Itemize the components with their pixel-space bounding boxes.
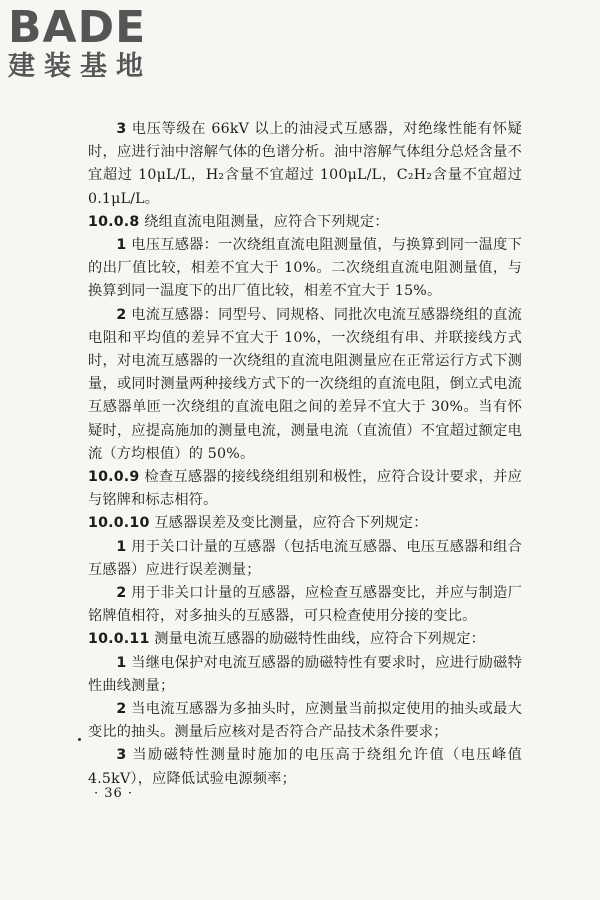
item-number: 1: [116, 237, 127, 254]
clause-text: 互感器误差及变比测量，应符合下列规定：: [149, 515, 428, 532]
clause-10-0-8: [88, 211, 522, 234]
clause-number: 10.0.11: [88, 631, 150, 648]
item-number: 2: [116, 585, 127, 602]
item-number: 3: [116, 747, 127, 764]
item-1-gateway-metering: [88, 536, 522, 582]
clause-text: 绕组直流电阻测量，应符合下列规定：: [139, 213, 389, 230]
clause-number: 10.0.8: [88, 213, 140, 230]
clause-10-0-10: [88, 512, 522, 535]
item-number: 1: [116, 538, 127, 555]
clause-number: 10.0.10: [88, 515, 150, 532]
logo-brand: BADE: [8, 2, 147, 53]
item-text: 当励磁特性测量时施加的电压高于绕组允许值（电压峰值 4.5kV），应降低试验电源频率；: [88, 747, 522, 787]
item-number: 1: [116, 654, 127, 671]
item-text: 用于非关口计量的互感器，应检查互感器变比，并应与制造厂铭牌值相符，对多抽头的互感器，可只检查使用分接的变比。: [88, 585, 522, 625]
page-number: · 36 ·: [94, 786, 134, 801]
clause-text: 测量电流互感器的励磁特性曲线，应符合下列规定：: [149, 631, 486, 648]
clause-text: 检查互感器的接线绕组组别和极性，应符合设计要求，并应与铭牌和标志相符。: [88, 469, 522, 509]
clause-10-0-11: [88, 628, 522, 651]
item-text: 电压互感器：一次绕组直流电阻测量值，与换算到同一温度下的出厂值比较，相差不宜大于 10%。二次绕组直流电阻测量值，与换算到同一温度下的出厂值比较，相差不宜大于 15%。: [88, 237, 522, 300]
item-number: 2: [116, 306, 127, 323]
logo: [8, 2, 178, 88]
margin-dot: [78, 738, 81, 741]
logo-subtitle: 建装基地: [8, 51, 152, 82]
item-1-relay-protection: [88, 652, 522, 698]
item-number: 2: [116, 701, 127, 718]
item-text: 当继电保护对电流互感器的励磁特性有要求时，应进行励磁特性曲线测量；: [88, 654, 522, 694]
clause-number: 10.0.9: [88, 469, 140, 486]
item-number: 3: [116, 121, 127, 137]
item-3-test-frequency: [88, 744, 522, 790]
item-3-dissolved-gas: [88, 118, 522, 211]
item-2-current-transformer: [88, 304, 522, 466]
item-text: 电流互感器：同型号、同规格、同批次电流互感器绕组的直流电阻和平均值的差异不宜大于 10%，一次绕组有串、并联接线方式时，对电流互感器的一次绕组的直流电阻测量应在正常运行方式下测量，或同时测量两种接线方式下的一次绕组的直流电阻，倒立式电流互感器单匝一次绕组的直流电阻之间的差异不宜大于 30%。当有怀疑时，应提高施加的测量电流，测量电流（直流值）不宜超过额定电流（方均根值）的 50%。: [88, 306, 522, 462]
item-2-multi-tap: [88, 698, 522, 744]
item-text: 当电流互感器为多抽头时，应测量当前拟定使用的抽头或最大变比的抽头。测量后应核对是否符合产品技术条件要求；: [88, 701, 522, 741]
item-2-non-gateway-metering: [88, 582, 522, 628]
item-text: 用于关口计量的互感器（包括电流互感器、电压互感器和组合互感器）应进行误差测量；: [88, 538, 522, 578]
item-1-voltage-transformer: [88, 234, 522, 304]
document-body: [88, 118, 522, 791]
clause-10-0-9: [88, 466, 522, 512]
item-text: 电压等级在 66kV 以上的油浸式互感器，对绝缘性能有怀疑时，应进行油中溶解气体的色谱分析。油中溶解气体组分总烃含量不宜超过 10μL/L，H₂含量不宜超过 100μL/L，C₂H₂含量不宜超过 0.1μL/L。: [88, 121, 522, 207]
